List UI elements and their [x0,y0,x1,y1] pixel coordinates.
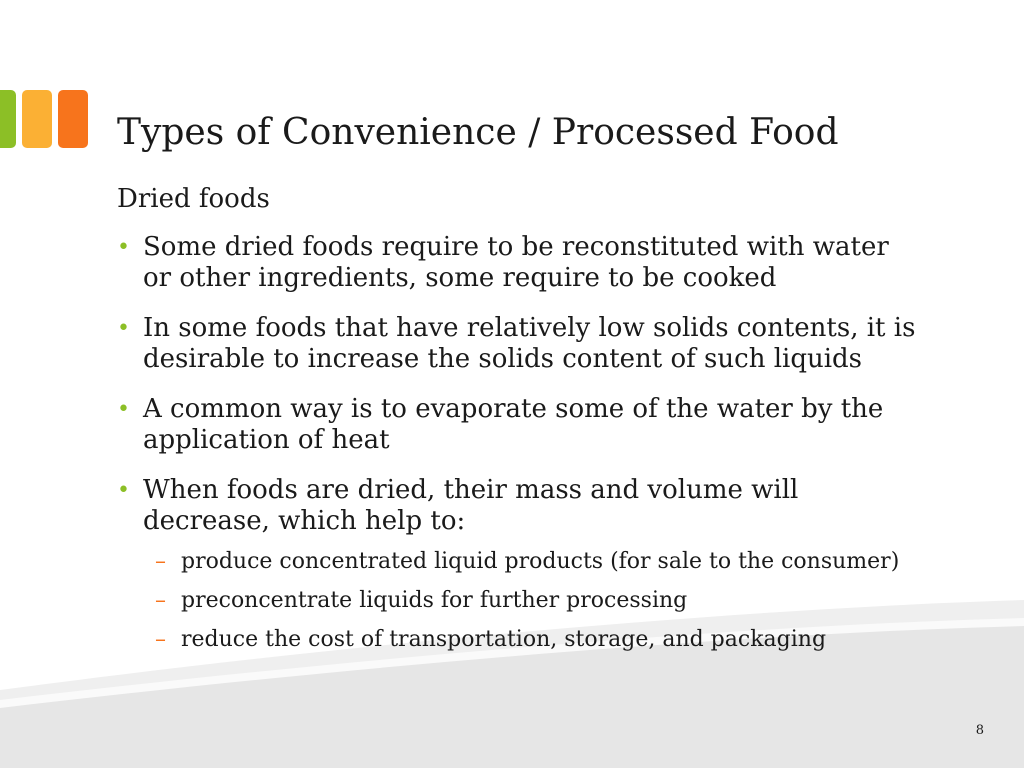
bullet-marker: • [117,316,130,341]
sub-bullet-text: preconcentrate liquids for further processing [181,588,688,613]
bullet-marker: • [117,478,130,503]
sub-bullet-list [155,549,917,653]
bullet-text: Some dried foods require to be reconstituted with water or other ingredients, some require to be cooked [143,232,889,293]
sub-bullet-text: produce concentrated liquid products (for sale to the consumer) [181,549,900,574]
slide-subtitle: Dried foods [117,184,270,214]
sub-bullet-marker: – [155,627,166,652]
bullet-item [117,394,917,456]
page-number: 8 [975,723,984,738]
sub-bullet-marker: – [155,588,166,613]
logo-block-yellow [22,90,52,148]
sub-bullet-item [155,588,917,614]
bullet-item [117,232,917,294]
bullet-list [117,232,917,672]
logo-block-orange [58,90,88,148]
bullet-item [117,475,917,653]
sub-bullet-item [155,627,917,653]
bullet-text: In some foods that have relatively low solids contents, it is desirable to increase the solids content of such liquids [143,313,916,374]
slide-title: Types of Convenience / Processed Food [117,112,839,153]
bullet-text: When foods are dried, their mass and volume will decrease, which help to: [143,475,799,536]
bullet-item [117,313,917,375]
logo-block-green [0,90,16,148]
logo-blocks [0,90,100,148]
bullet-marker: • [117,397,130,422]
bullet-marker: • [117,235,130,260]
sub-bullet-item [155,549,917,575]
bullet-text: A common way is to evaporate some of the water by the application of heat [143,394,884,455]
sub-bullet-text: reduce the cost of transportation, storage, and packaging [181,627,827,652]
sub-bullet-marker: – [155,549,166,574]
